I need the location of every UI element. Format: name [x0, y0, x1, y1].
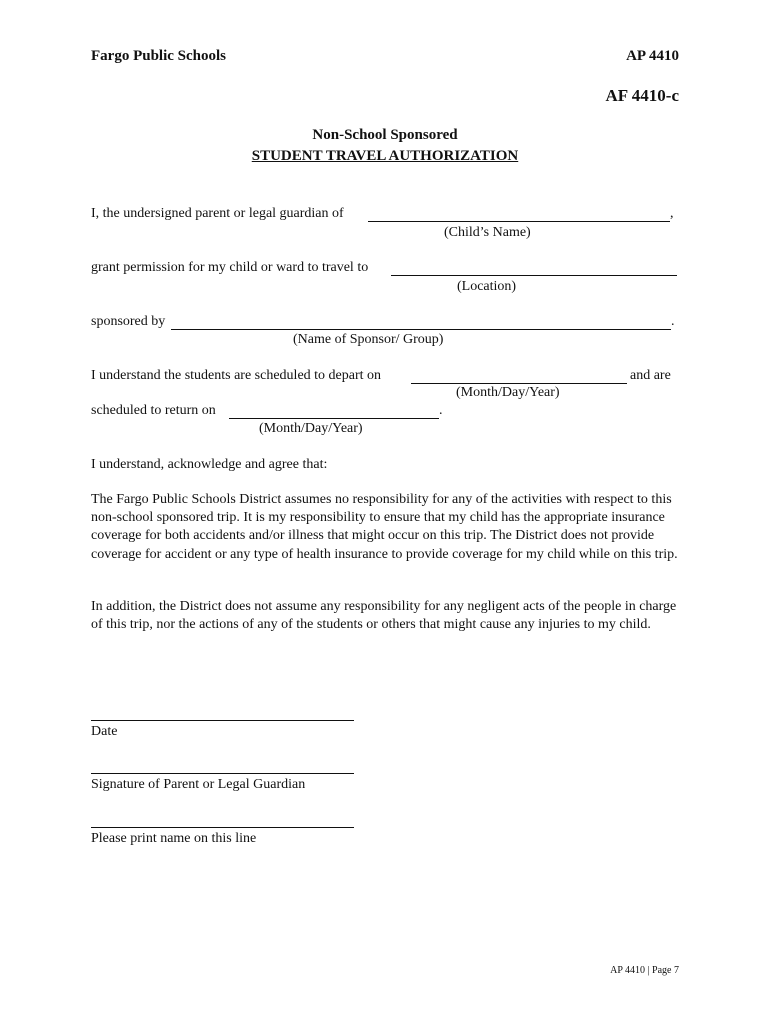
sponsor-line[interactable]	[171, 329, 671, 330]
return-date-line[interactable]	[229, 418, 439, 419]
guardian-text: I, the undersigned parent or legal guardian of	[91, 206, 344, 221]
responsibility-paragraph: The Fargo Public Schools District assumes no responsibility for any of the activities with respect to this non-school sponsored trip. It is my responsibility to ensure that my child has the appropriate insurance coverage for both accidents and/or illness that might occur on this trip. The District does not provide coverage for accident or any type of health insurance to provide coverage for my child while on this trip.	[91, 492, 678, 562]
depart-end-text: and are	[630, 368, 671, 383]
sponsor-label: (Name of Sponsor/ Group)	[293, 332, 444, 347]
location-line[interactable]	[391, 275, 677, 276]
sponsor-period: .	[671, 314, 675, 329]
depart-text: I understand the students are scheduled to depart on	[91, 368, 382, 383]
depart-date-line[interactable]	[411, 383, 627, 384]
guardian-comma: ,	[670, 206, 674, 221]
page-footer: AP 4410 | Page 7	[610, 965, 679, 976]
location-label: (Location)	[457, 279, 517, 294]
depart-date-label: (Month/Day/Year)	[456, 385, 560, 400]
return-date-label: (Month/Day/Year)	[259, 421, 363, 436]
policy-code: AP 4410	[626, 48, 679, 64]
title-line2: STUDENT TRAVEL AUTHORIZATION	[251, 148, 519, 164]
signature-label: Signature of Parent or Legal Guardian	[91, 777, 306, 792]
guardian-signature-line[interactable]	[91, 773, 354, 774]
print-name-label: Please print name on this line	[91, 831, 257, 846]
child-name-label: (Child’s Name)	[444, 225, 531, 240]
return-period: .	[439, 403, 443, 418]
org-name: Fargo Public Schools	[91, 48, 227, 64]
acknowledge-text: I understand, acknowledge and agree that:	[91, 457, 328, 472]
child-name-line[interactable]	[368, 221, 670, 222]
return-text: scheduled to return on	[91, 403, 216, 418]
negligence-paragraph: In addition, the District does not assume any responsibility for any negligent acts of the people in charge of this trip, nor the actions of any of the students or others that might cause any injuries to my child.	[91, 599, 677, 633]
form-code: AF 4410-c	[605, 86, 679, 105]
date-label: Date	[91, 724, 118, 739]
sponsor-text: sponsored by	[91, 314, 166, 329]
permission-text: grant permission for my child or ward to travel to	[91, 260, 369, 275]
title-line1: Non-School Sponsored	[312, 127, 458, 143]
date-signature-line[interactable]	[91, 720, 354, 721]
print-name-line[interactable]	[91, 827, 354, 828]
